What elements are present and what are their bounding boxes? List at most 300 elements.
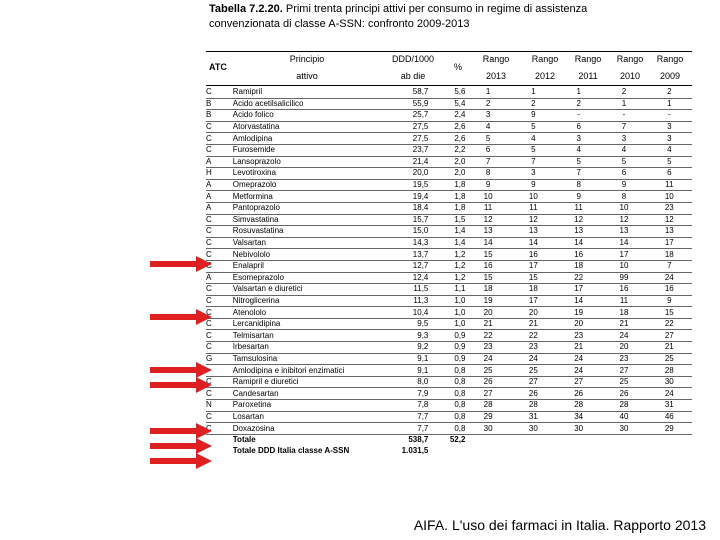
header-rank-2012 [523,54,567,82]
rank-cell: 16 [556,249,601,261]
rank-cell: 13 [511,226,556,238]
rank-cell: 4 [556,144,601,156]
drug-name-cell: Telmisartan [233,330,377,342]
rank-cell: 9 [465,179,510,191]
rank-cell: 12 [465,214,510,226]
percent-cell: 1,2 [428,249,465,261]
table-row [206,295,692,307]
table-row [206,411,692,423]
total-percent [428,445,465,456]
rank-cell: 22 [465,330,510,342]
percent-cell: 1,0 [428,295,465,307]
rank-cell: 21 [511,318,556,330]
rank-cell: 14 [511,237,556,249]
ddd-cell: 15,7 [377,214,428,226]
atc-cell: C [206,318,233,330]
rank-cell: 11 [601,295,646,307]
percent-cell: 1,1 [428,284,465,296]
drug-name-cell: Rosuvastatina [233,226,377,238]
drug-name-cell: Atorvastatina [233,121,377,133]
rank-cell: 23 [647,202,692,214]
table-row [206,330,692,342]
rank-cell: 11 [511,202,556,214]
atc-cell: C [206,144,233,156]
atc-cell: C [206,284,233,296]
drug-name-cell: Enalapril [233,260,377,272]
rank-cell: 28 [511,400,556,412]
rank-cell: 26 [556,388,601,400]
rank-cell: 12 [511,214,556,226]
ddd-cell: 19,4 [377,191,428,203]
rank-cell: 10 [465,191,510,203]
rank-cell: 26 [601,388,646,400]
rank-cell: 24 [601,330,646,342]
rank-cell: 25 [647,353,692,365]
rank-cell: 17 [511,295,556,307]
rank-cell: 23 [465,342,510,354]
header-year-2010: 2010 [619,71,641,81]
table-row [206,423,692,435]
rank-cell: 29 [647,423,692,435]
rank-cell: 28 [601,400,646,412]
rank-cell: 27 [511,376,556,388]
percent-cell: 1,2 [428,272,465,284]
total-label: Totale [232,435,256,445]
percent-cell: 1,0 [428,307,465,319]
rank-cell: 6 [556,121,601,133]
header-rank-label: Rango [616,54,644,64]
total-label: Totale DDD Italia classe A-SSN [232,445,350,455]
rank-cell: 14 [601,237,646,249]
table-row [206,214,692,226]
rank-cell: 2 [647,87,692,98]
rank-cell: 18 [465,284,510,296]
drug-name-cell: Levotiroxina [233,168,377,180]
rank-cell: 27 [465,388,510,400]
drug-name-cell: Irbesartan [233,342,377,354]
percent-cell: 1,0 [428,318,465,330]
rank-cell: 4 [647,144,692,156]
red-arrow-icon [150,362,212,378]
header-year-2009: 2009 [659,71,681,81]
percent-cell: 0,9 [428,342,465,354]
table-row [206,353,692,365]
source-footer: AIFA. L'uso dei farmaci in Italia. Rapporto 2013 [413,517,706,533]
rank-cell: 5 [556,156,601,168]
header-bottom-rule [206,85,692,86]
table-title [209,2,649,32]
header-rank-label: Rango [574,54,602,64]
rank-cell: 8 [601,191,646,203]
rank-cell: 6 [601,168,646,180]
red-arrow-icon [150,438,212,454]
rank-cell: 14 [465,237,510,249]
rank-cell: 29 [465,411,510,423]
atc-cell: G [206,353,233,365]
table-row [206,249,692,261]
rank-cell: 15 [647,307,692,319]
rank-cell: 19 [556,307,601,319]
rank-cell: 99 [601,272,646,284]
ddd-cell: 14,3 [377,237,428,249]
header-rank-label: Rango [531,54,559,64]
atc-cell: C [206,411,233,423]
ddd-cell: 9,3 [377,330,428,342]
percent-cell: 0,8 [428,365,465,377]
drug-name-cell: Tamsulosina [233,353,377,365]
table-row [206,307,692,319]
header-principio [262,54,352,82]
rank-cell: 1 [647,98,692,110]
rank-cell: 5 [601,156,646,168]
ddd-cell: 7,7 [377,411,428,423]
rank-cell: 1 [511,87,556,98]
ddd-cell: 7,8 [377,400,428,412]
total-percent: 52,2 [449,435,466,445]
ddd-cell: 8,0 [377,376,428,388]
rank-cell: - [601,110,646,122]
rank-cell: 20 [465,307,510,319]
table-row [206,110,692,122]
rank-cell: 14 [556,295,601,307]
header-rank-2011 [566,54,610,82]
rank-cell: 28 [647,365,692,377]
atc-cell: B [206,98,233,110]
percent-cell: 1,4 [428,237,465,249]
percent-cell: 2,0 [428,156,465,168]
table-row [206,191,692,203]
rank-cell: 12 [647,214,692,226]
rank-cell: 9 [511,110,556,122]
rank-cell: 15 [511,272,556,284]
atc-cell: B [206,110,233,122]
rank-cell: 1 [465,87,510,98]
atc-cell: C [206,330,233,342]
rank-cell: 13 [601,226,646,238]
total-filler [465,445,692,456]
table-title-text: Primi trenta principi attivi per consumo in regime di assistenza convenzionata di classe A-SSN: confronto 2009-2013 [209,3,588,30]
ddd-cell: 13,7 [377,249,428,261]
rank-cell: 5 [511,144,556,156]
rank-cell: 4 [465,121,510,133]
atc-cell: C [206,342,233,354]
atc-cell: C [206,423,233,435]
table-row [206,365,692,377]
rank-cell: 17 [556,284,601,296]
drug-name-cell: Esomeprazolo [233,272,377,284]
rank-cell: 8 [465,168,510,180]
rank-cell: 30 [556,423,601,435]
drug-name-cell: Pantoprazolo [233,202,377,214]
rank-cell: 20 [511,307,556,319]
rank-cell: 16 [511,249,556,261]
ddd-cell: 19,5 [377,179,428,191]
atc-cell: C [206,226,233,238]
rank-cell: 26 [511,388,556,400]
percent-cell: 5,4 [428,98,465,110]
rank-cell: 7 [601,121,646,133]
drug-ranking-body [206,87,692,456]
rank-cell: 31 [647,400,692,412]
rank-cell: 3 [647,121,692,133]
rank-cell: 18 [601,307,646,319]
rank-cell: 2 [556,98,601,110]
red-arrow-icon [150,256,212,272]
header-year-2011: 2011 [578,71,598,81]
drug-name-cell: Amlodipina [233,133,377,145]
total-filler [465,434,692,445]
percent-cell: 0,8 [428,388,465,400]
table-row [206,202,692,214]
percent-cell: 5,6 [428,87,465,98]
rank-cell: 3 [511,168,556,180]
drug-name-cell: Acido acetilsalicilico [233,98,377,110]
rank-cell: 7 [647,260,692,272]
table-row [206,237,692,249]
rank-cell: 17 [647,237,692,249]
ddd-cell: 7,7 [377,423,428,435]
atc-cell: H [206,168,233,180]
header-rank-label: Rango [656,54,684,64]
atc-cell: C [206,295,233,307]
drug-ranking-table [206,87,692,456]
header-principio-line1: Principio [289,54,325,64]
atc-cell: C [206,237,233,249]
rank-cell: 31 [511,411,556,423]
rank-cell: 20 [601,342,646,354]
drug-name-cell: Simvastatina [233,214,377,226]
atc-cell: C [206,133,233,145]
percent-cell: 0,9 [428,330,465,342]
ddd-cell: 9,2 [377,342,428,354]
rank-cell: 26 [465,376,510,388]
rank-cell: 24 [556,353,601,365]
rank-cell: 4 [601,144,646,156]
table-row [206,98,692,110]
table-row [206,376,692,388]
percent-cell: 1,8 [428,179,465,191]
atc-cell: N [206,400,233,412]
header-percent: % [453,62,462,72]
rank-cell: 27 [556,376,601,388]
header-top-rule [206,51,692,52]
drug-name-cell: Ramipril [233,87,377,98]
drug-name-cell: Nitroglicerina [233,295,377,307]
table-row [206,156,692,168]
header-rank-label: Rango [482,54,510,64]
header-year-2013: 2013 [485,71,507,81]
rank-cell: 5 [511,121,556,133]
table-row [206,133,692,145]
atc-cell: A [206,202,233,214]
drug-name-cell: Paroxetina [233,400,377,412]
rank-cell: 8 [556,179,601,191]
atc-cell: C [206,214,233,226]
drug-name-cell: Candesartan [233,388,377,400]
rank-cell: 18 [511,284,556,296]
atc-cell: C [206,87,233,98]
rank-cell: 5 [647,156,692,168]
rank-cell: 13 [465,226,510,238]
ddd-cell: 23,7 [377,144,428,156]
rank-cell: 12 [556,214,601,226]
rank-cell: 11 [647,179,692,191]
rank-cell: 22 [647,318,692,330]
percent-cell: 1,2 [428,260,465,272]
rank-cell: 34 [556,411,601,423]
rank-cell: 22 [511,330,556,342]
drug-name-cell: Nebivololo [233,249,377,261]
rank-cell: 30 [647,376,692,388]
drug-name-cell: Metformina [233,191,377,203]
atc-cell: C [206,388,233,400]
rank-cell: 21 [465,318,510,330]
drug-name-cell: Ramipril e diuretici [233,376,377,388]
ddd-cell: 58,7 [377,87,428,98]
table-row [206,226,692,238]
rank-cell: 18 [556,260,601,272]
percent-cell: 1,5 [428,214,465,226]
ddd-cell: 11,5 [377,284,428,296]
ddd-cell: 9,1 [377,365,428,377]
rank-cell: 9 [601,179,646,191]
rank-cell: 11 [556,202,601,214]
rank-cell: 21 [556,342,601,354]
drug-name-cell: Acido folico [233,110,377,122]
header-ddd-line1: DDD/1000 [391,54,435,64]
rank-cell: 13 [556,226,601,238]
red-arrow-icon [150,453,212,469]
red-arrow-icon [150,309,212,325]
rank-cell: - [556,110,601,122]
rank-cell: 7 [465,156,510,168]
atc-cell: A [206,191,233,203]
percent-cell: 1,4 [428,226,465,238]
header-year-2012: 2012 [534,71,556,81]
rank-cell: 5 [465,133,510,145]
percent-cell: 1,8 [428,202,465,214]
atc-cell: C [206,121,233,133]
percent-cell: 1,8 [428,191,465,203]
table-row [206,260,692,272]
atc-cell: C [206,260,233,272]
rank-cell: 3 [647,133,692,145]
rank-cell: 6 [647,168,692,180]
rank-cell: 28 [556,400,601,412]
header-principio-line2: attivo [296,71,318,81]
rank-cell: 2 [511,98,556,110]
rank-cell: 24 [556,365,601,377]
drug-name-cell: Losartan [233,411,377,423]
rank-cell: 23 [556,330,601,342]
rank-cell: 4 [511,133,556,145]
rank-cell: 24 [511,353,556,365]
rank-cell: 16 [465,260,510,272]
percent-cell: 0,8 [428,411,465,423]
rank-cell: 27 [647,330,692,342]
rank-cell: 21 [647,342,692,354]
rank-cell: 21 [601,318,646,330]
table-row [206,144,692,156]
rank-cell: 20 [556,318,601,330]
drug-name-cell: Omeprazolo [233,179,377,191]
rank-cell: 1 [556,87,601,98]
rank-cell: 28 [465,400,510,412]
ddd-cell: 25,7 [377,110,428,122]
header-rank-2009 [648,54,692,82]
rank-cell: 10 [647,191,692,203]
rank-cell: 25 [601,376,646,388]
table-row [206,87,692,98]
percent-cell: 0,8 [428,376,465,388]
atc-cell: A [206,179,233,191]
ddd-cell: 12,4 [377,272,428,284]
table-row [206,284,692,296]
ddd-cell: 11,3 [377,295,428,307]
drug-name-cell: Doxazosina [233,423,377,435]
rank-cell: 14 [556,237,601,249]
total-row [206,445,692,456]
atc-cell: C [206,249,233,261]
percent-cell: 2,0 [428,168,465,180]
ddd-cell: 12,7 [377,260,428,272]
rank-cell: 16 [647,284,692,296]
rank-cell: 24 [465,353,510,365]
header-ddd-line2: ab die [400,71,426,81]
atc-cell: C [206,376,233,388]
rank-cell: 18 [647,249,692,261]
red-arrow-icon [150,377,212,393]
header-atc: ATC [209,62,227,72]
table-row [206,168,692,180]
rank-cell: 25 [511,365,556,377]
percent-cell: 2,2 [428,144,465,156]
ddd-cell: 10,4 [377,307,428,319]
ddd-cell: 20,0 [377,168,428,180]
rank-cell: 23 [511,342,556,354]
percent-cell: 2,6 [428,121,465,133]
rank-cell: 19 [465,295,510,307]
atc-cell: A [206,272,233,284]
table-row [206,342,692,354]
ddd-cell: 9,1 [377,353,428,365]
rank-cell: 17 [601,249,646,261]
rank-cell: 2 [465,98,510,110]
rank-cell: 30 [465,423,510,435]
rank-cell: 9 [511,179,556,191]
total-ddd: 538,7 [408,435,429,445]
ddd-cell: 9,5 [377,318,428,330]
rank-cell: 23 [601,353,646,365]
rank-cell: 12 [601,214,646,226]
rank-cell: 46 [647,411,692,423]
rank-cell: 24 [647,388,692,400]
rank-cell: 2 [601,87,646,98]
table-row [206,388,692,400]
rank-cell: 7 [556,168,601,180]
rank-cell: 3 [601,133,646,145]
ddd-cell: 7,9 [377,388,428,400]
total-ddd: 1.031,5 [401,445,429,455]
rank-cell: 40 [601,411,646,423]
percent-cell: 0,9 [428,353,465,365]
percent-cell: 0,8 [428,400,465,412]
drug-name-cell: Atenololo [233,307,377,319]
drug-name-cell: Lansoprazolo [233,156,377,168]
rank-cell: - [647,110,692,122]
rank-cell: 27 [601,365,646,377]
atc-cell: C [206,307,233,319]
